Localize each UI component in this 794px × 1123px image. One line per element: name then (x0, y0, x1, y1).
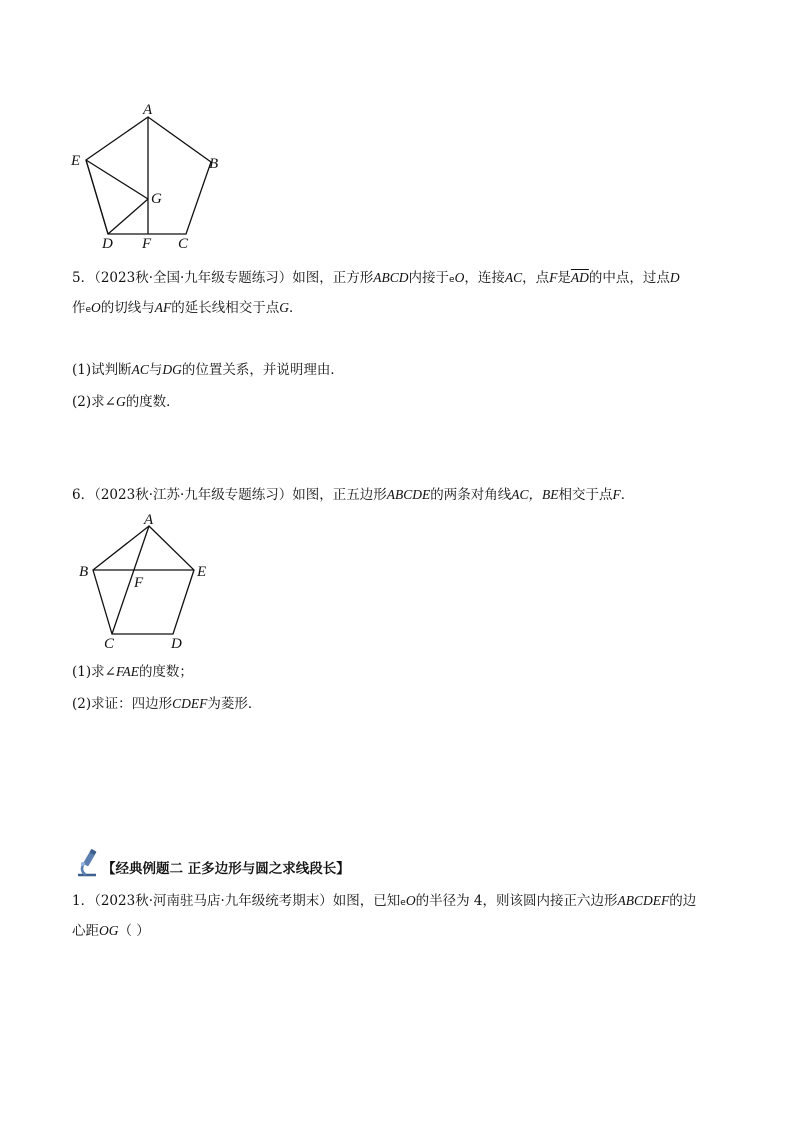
q5-text: ． (289, 300, 303, 316)
microscope-icon (72, 849, 102, 879)
q6-sub-text: 为菱形． (207, 696, 262, 712)
q5-text: 作 (72, 300, 86, 316)
math-abcde: ABCDE (386, 487, 431, 502)
q5-sub-text: 的度数． (125, 394, 180, 410)
q5-text: 是 (557, 270, 571, 286)
q5-sub-text: 与 (148, 362, 163, 378)
q6-text: 相交于点 (558, 487, 613, 503)
q5-text: ，点 (522, 270, 550, 286)
label-c: C (178, 236, 189, 252)
math-cdef: CDEF (172, 696, 208, 711)
math-f: F (612, 487, 621, 502)
q5-text: ，连接 (464, 270, 505, 286)
q5-sub1 (72, 360, 344, 380)
math-ac-be: AC，BE (511, 487, 559, 502)
q5-sub-text: (2)求∠ (72, 394, 116, 410)
math-o: O (454, 270, 465, 285)
label-a: A (143, 102, 153, 118)
q6-text: 如图，正五边形 (292, 487, 387, 503)
math-f: F (549, 270, 558, 285)
math-dg: DG (162, 362, 182, 377)
q5-text: 如图，正方形 (292, 270, 374, 286)
q1-number: 1． (72, 893, 95, 909)
label-e: E (197, 564, 207, 580)
math-fae: FAE (115, 664, 139, 679)
q5-line2 (72, 298, 303, 320)
q1-text: 的半径为 4，则该圆内接正六边形 (415, 893, 618, 909)
label-d: D (102, 236, 113, 252)
math-ac: AC (131, 362, 149, 377)
q1-text: 心距 (72, 923, 99, 939)
q6-text: ． (620, 487, 635, 503)
label-g: G (151, 191, 162, 207)
label-a: A (144, 512, 154, 528)
q6-sub-text: 的度数； (138, 664, 193, 680)
q6-sub2 (72, 694, 261, 714)
math-o: O (405, 893, 416, 908)
q5-sub2 (72, 392, 180, 412)
segment-dg (108, 199, 148, 234)
math-abcdef: ABCDEF (617, 893, 670, 908)
circle-symbol: e (400, 898, 406, 908)
q1-text: 的边 (669, 893, 697, 909)
math-o: O (91, 300, 101, 315)
circle-symbol: e (85, 305, 92, 315)
q5-line1 (72, 268, 680, 290)
q6-line1 (72, 485, 634, 505)
q5-text: 的切线与 (100, 300, 155, 316)
math-arc-ad: $\overline{AD}$ (570, 270, 589, 285)
q1-source: （2023秋·河南驻马店·九年级统考期末） (94, 893, 333, 909)
q6-sub-text: (1)求∠ (72, 664, 116, 680)
label-c: C (104, 636, 115, 652)
q1-text: 如图，已知 (332, 893, 401, 909)
q5-number: 5． (72, 270, 95, 286)
math-ac: AC (504, 270, 523, 285)
q1-line1 (72, 891, 696, 913)
math-abcd: ABCD (373, 270, 409, 285)
label-b: B (79, 564, 89, 580)
label-f: F (134, 575, 144, 591)
q5-text: 的延长线相交于点 (171, 300, 280, 316)
q6-number: 6． (72, 487, 95, 503)
diagonal-ac (112, 526, 149, 634)
answer-blank[interactable]: （ ） (118, 923, 150, 939)
label-d: D (171, 636, 182, 652)
math-g: G (115, 394, 126, 409)
section-title: 【经典例题二 正多边形与圆之求线段长】 (102, 861, 350, 877)
q5-text: 的中点，过点 (588, 270, 670, 286)
label-e: E (71, 153, 81, 169)
math-af: AF (154, 300, 172, 315)
q1-line2 (72, 921, 150, 941)
q6-sub1 (72, 662, 193, 682)
q5-sub-text: (1)试判断 (72, 362, 132, 378)
figure-pentagon-abcde (74, 510, 224, 655)
q6-sub-text: (2)求证：四边形 (72, 696, 173, 712)
label-b: B (209, 156, 219, 172)
q5-sub-text: 的位置关系，并说明理由． (181, 362, 344, 378)
figure-pentagon-adfg (66, 96, 226, 256)
q5-source: （2023秋·全国·九年级专题练习） (94, 270, 293, 286)
math-g: G (279, 300, 290, 315)
q5-text: 内接于 (408, 270, 450, 286)
math-d: D (669, 270, 680, 285)
math-og: OG (99, 923, 119, 938)
q6-text: 的两条对角线 (430, 487, 512, 503)
circle-symbol: e (449, 275, 455, 285)
label-f: F (142, 236, 152, 252)
q6-source: （2023秋·江苏·九年级专题练习） (94, 487, 293, 503)
